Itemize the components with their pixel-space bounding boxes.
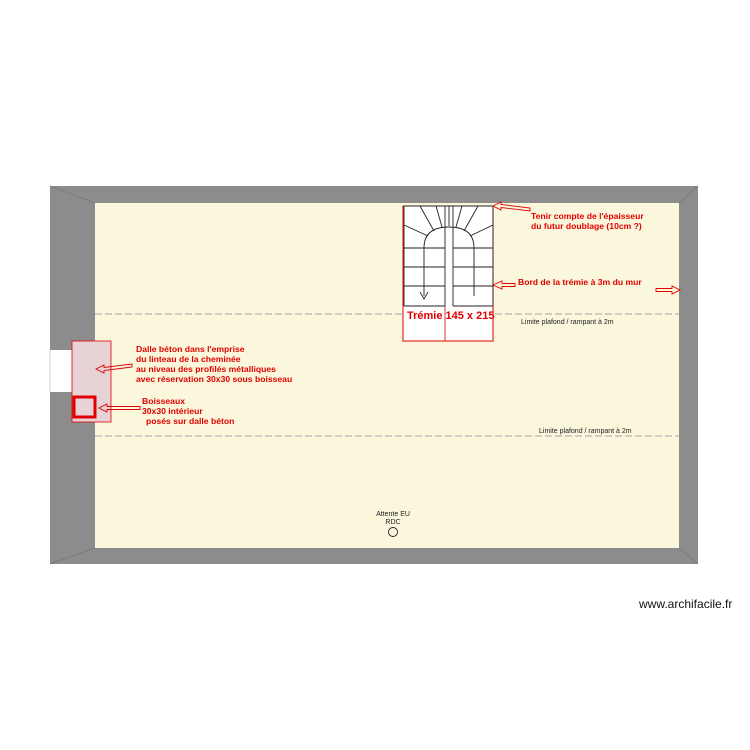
label-dalle-line2: du linteau de la cheminée <box>136 354 241 364</box>
watermark: www.archifacile.fr <box>639 597 733 611</box>
label-attente-line2: RDC <box>385 519 401 526</box>
label-limite-2: Limite plafond / rampant à 2m <box>539 428 632 435</box>
label-limite-1: Limite plafond / rampant à 2m <box>521 319 614 326</box>
label-dalle-line3: au niveau des profilés métalliques <box>136 364 276 374</box>
label-doublage-line1: Tenir compte de l'épaisseur <box>531 211 644 221</box>
label-bord-tremie: Bord de la trémie à 3m du mur <box>518 277 642 287</box>
label-dalle-line4: avec réservation 30x30 sous boisseau <box>136 374 293 384</box>
label-boisseaux-line3: posés sur dalle béton <box>146 416 235 426</box>
label-attente-line1: Attente EU <box>376 511 410 518</box>
chimney-opening <box>50 350 72 392</box>
label-boisseaux-line1: Boisseaux <box>142 396 185 406</box>
label-boisseaux-line2: 30x30 intérieur <box>142 406 203 416</box>
label-doublage-line2: du futur doublage (10cm ?) <box>531 221 642 231</box>
label-dalle-line1: Dalle béton dans l'emprise <box>136 344 245 354</box>
concrete-slab <box>72 341 111 422</box>
label-tremie: Trémie 145 x 215 <box>407 310 495 322</box>
